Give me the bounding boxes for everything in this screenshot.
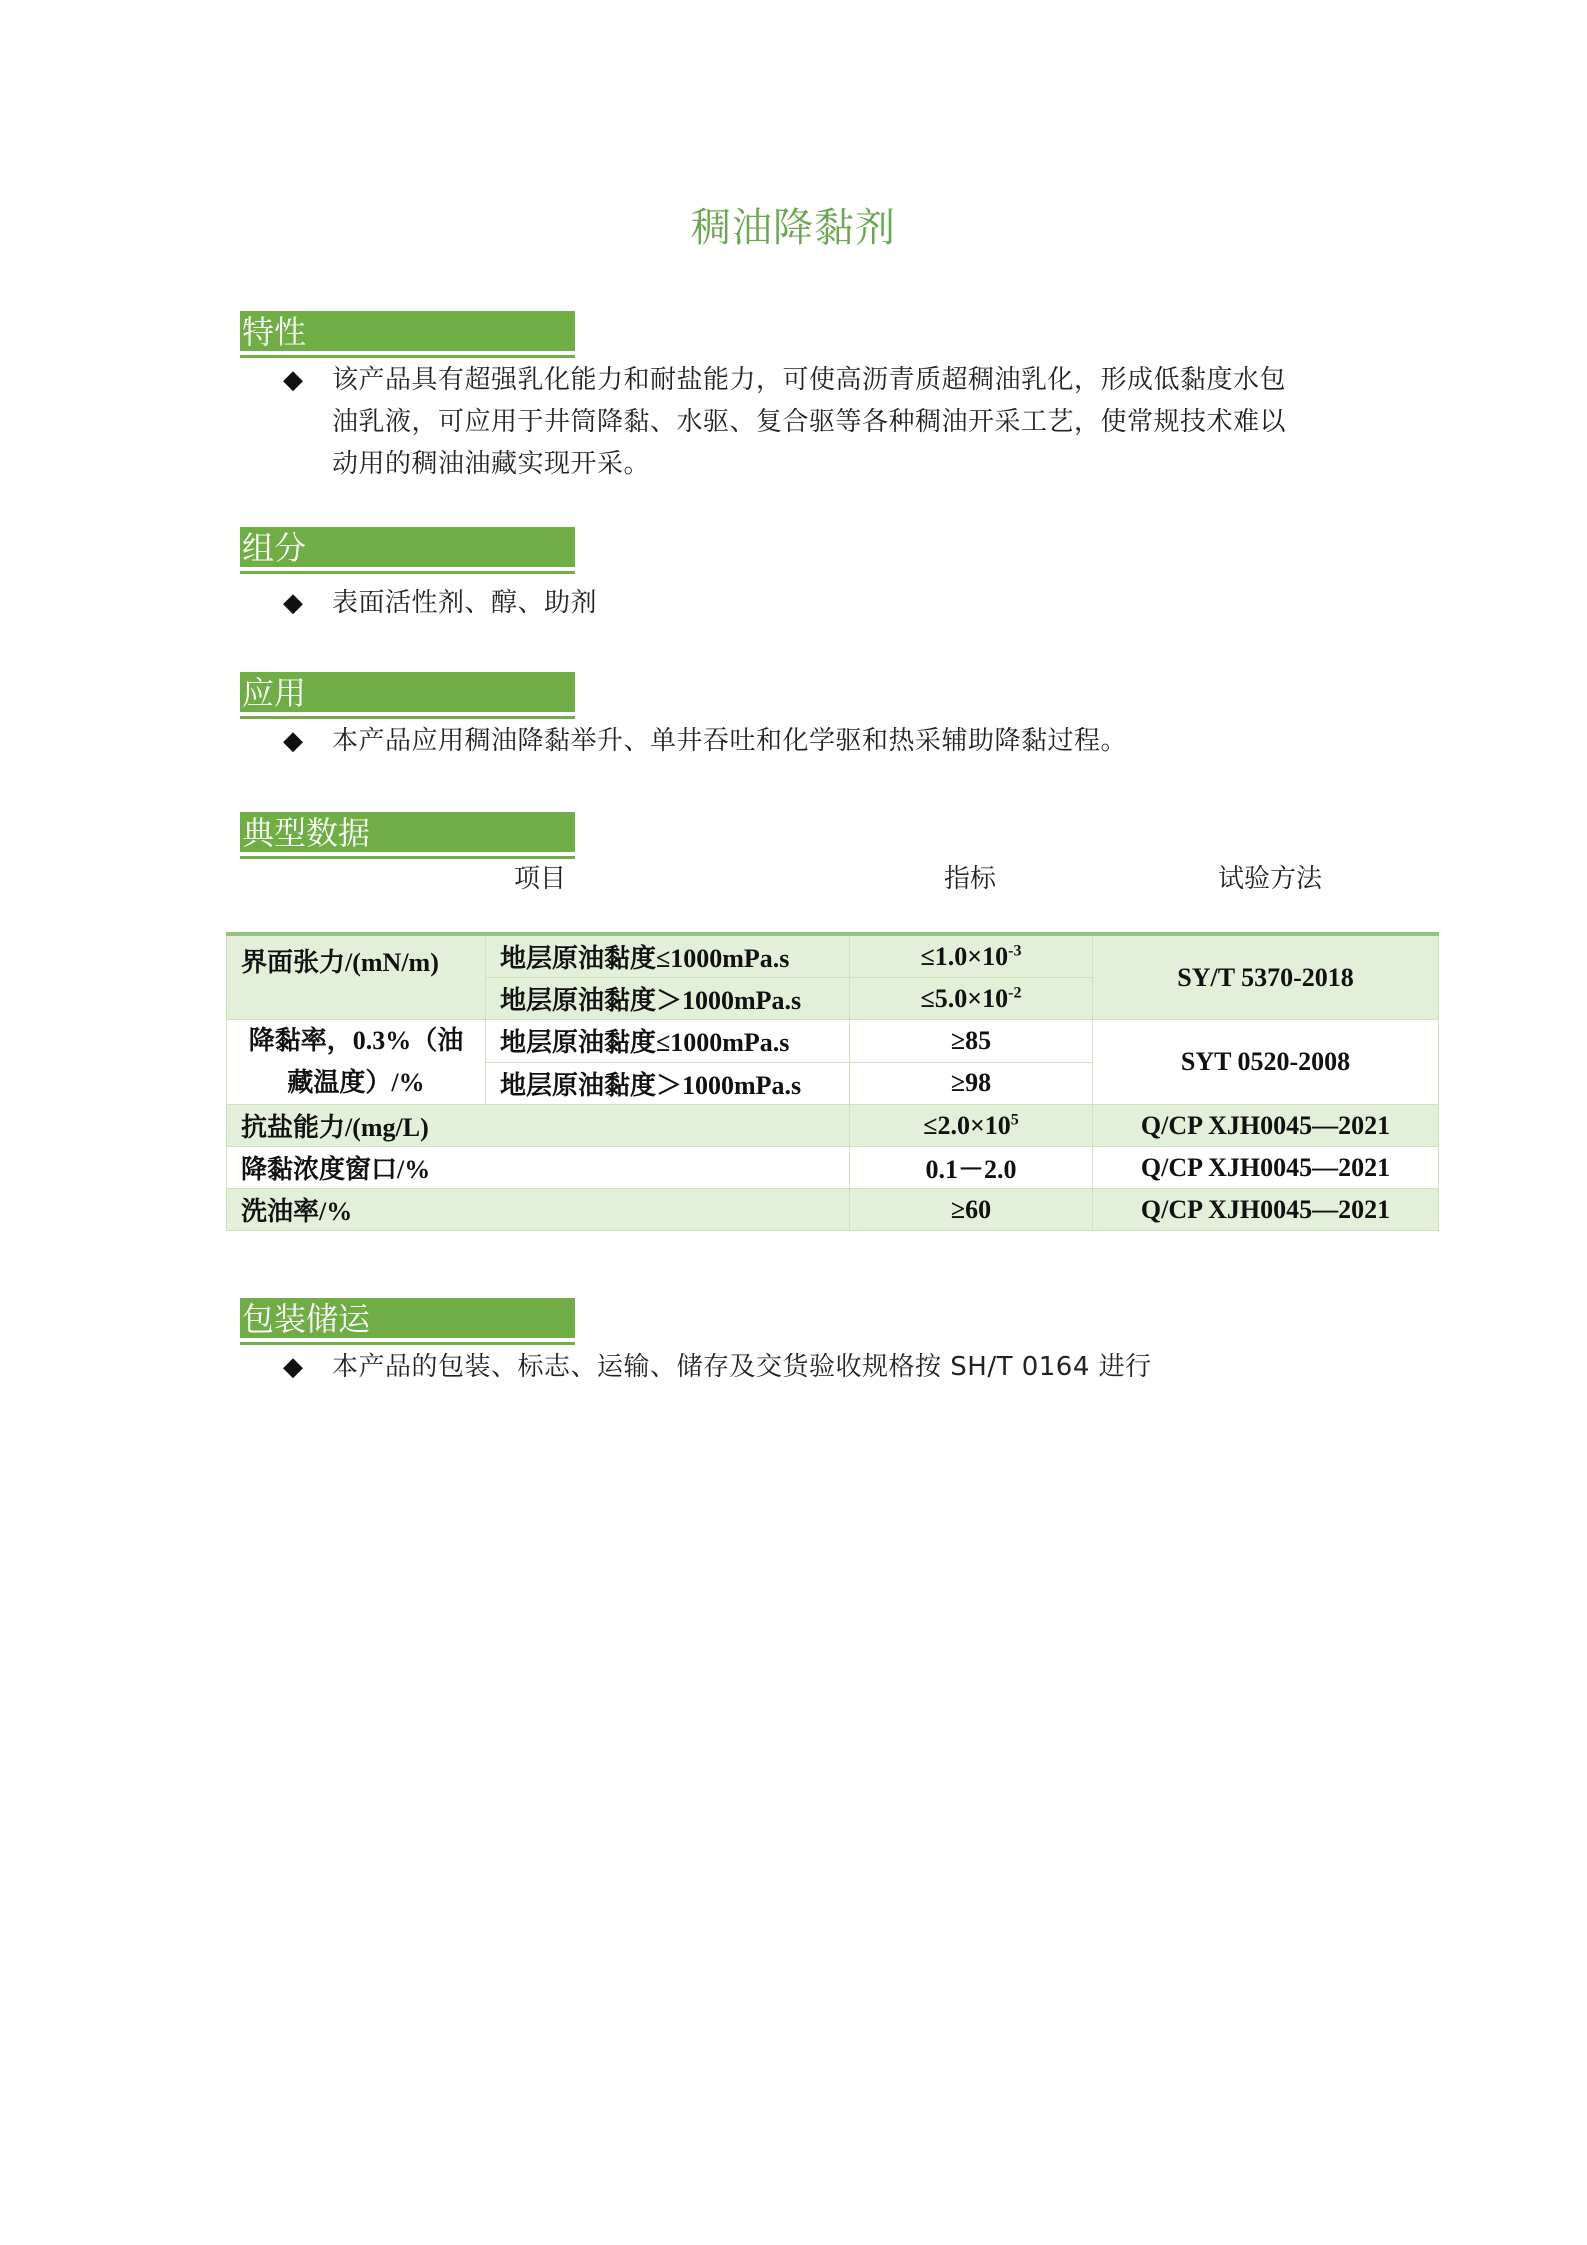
properties-line: 动用的稠油油藏实现开采。	[332, 449, 651, 479]
application-text: 本产品应用稠油降黏举升、单井吞吐和化学驱和热采辅助降黏过程。	[332, 726, 1128, 756]
ift-condition-1: 地层原油黏度≤1000mPa.s	[486, 934, 850, 978]
viscosity-reduction-label-line: 降黏率，0.3%（油	[248, 1026, 464, 1055]
viscosity-reduction-condition-2: 地层原油黏度＞1000mPa.s	[486, 1062, 850, 1105]
oil-washing-label: 洗油率/%	[227, 1189, 850, 1231]
ift-value-1-exponent: -3	[1008, 941, 1022, 959]
packaging-text: 本产品的包装、标志、运输、储存及交货验收规格按 SH/T 0164 进行	[332, 1352, 1152, 1382]
table-row	[227, 1189, 1439, 1231]
ift-value-1-base: ≤1.0×10	[920, 941, 1009, 971]
viscosity-reduction-label	[227, 1020, 486, 1105]
oil-washing-method: Q/CP XJH0045—2021	[1093, 1189, 1439, 1231]
document-title: 稠油降黏剂	[691, 205, 896, 251]
concentration-window-method: Q/CP XJH0045—2021	[1093, 1147, 1439, 1189]
salt-tolerance-value-exponent: 5	[1010, 1110, 1019, 1128]
ift-value-1	[850, 934, 1093, 978]
concentration-window-value: 0.1－2.0	[850, 1147, 1093, 1189]
salt-tolerance-value-base: ≤2.0×10	[923, 1110, 1011, 1140]
column-header-item: 项目	[513, 864, 566, 894]
properties-text	[332, 359, 1352, 485]
composition-text: 表面活性剂、醇、助剂	[332, 588, 598, 618]
viscosity-reduction-value-2: ≥98	[850, 1062, 1093, 1105]
viscosity-reduction-value-1: ≥85	[850, 1020, 1093, 1063]
bullet-icon: ◆	[283, 588, 303, 618]
ift-value-2	[850, 978, 1093, 1020]
salt-tolerance-value	[850, 1105, 1093, 1147]
properties-line: 油乳液，可应用于井筒降黏、水驱、复合驱等各种稠油开采工艺，使常规技术难以	[332, 407, 1287, 437]
section-heading-packaging: 包装储运	[240, 1298, 575, 1338]
oil-washing-value: ≥60	[850, 1189, 1093, 1231]
ift-condition-2: 地层原油黏度＞1000mPa.s	[486, 978, 850, 1020]
salt-tolerance-label: 抗盐能力/(mg/L)	[227, 1105, 850, 1147]
table-row	[227, 1147, 1439, 1189]
section-heading-properties: 特性	[240, 311, 575, 351]
viscosity-reduction-condition-1: 地层原油黏度≤1000mPa.s	[486, 1020, 850, 1063]
viscosity-reduction-label-line: 藏温度）/%	[287, 1068, 425, 1097]
bullet-icon: ◆	[283, 1352, 303, 1382]
typical-data-table	[226, 932, 1439, 1231]
properties-line: 该产品具有超强乳化能力和耐盐能力，可使高沥青质超稠油乳化，形成低黏度水包	[332, 365, 1287, 395]
table-row	[227, 1105, 1439, 1147]
ift-value-2-exponent: -2	[1008, 983, 1022, 1001]
section-heading-application: 应用	[240, 672, 575, 712]
column-header-spec: 指标	[943, 864, 996, 894]
concentration-window-label: 降黏浓度窗口/%	[227, 1147, 850, 1189]
salt-tolerance-method: Q/CP XJH0045—2021	[1093, 1105, 1439, 1147]
bullet-icon: ◆	[283, 726, 303, 756]
table-row	[227, 934, 1439, 978]
viscosity-reduction-method: SYT 0520-2008	[1093, 1020, 1439, 1105]
section-heading-typical-data: 典型数据	[240, 812, 575, 852]
bullet-icon: ◆	[283, 365, 303, 395]
section-heading-composition: 组分	[240, 527, 575, 567]
column-header-method: 试验方法	[1217, 864, 1322, 894]
ift-value-2-base: ≤5.0×10	[920, 983, 1009, 1013]
table-row	[227, 1020, 1439, 1063]
ift-label: 界面张力/(mN/m)	[227, 934, 486, 1020]
ift-method: SY/T 5370-2018	[1093, 934, 1439, 1020]
